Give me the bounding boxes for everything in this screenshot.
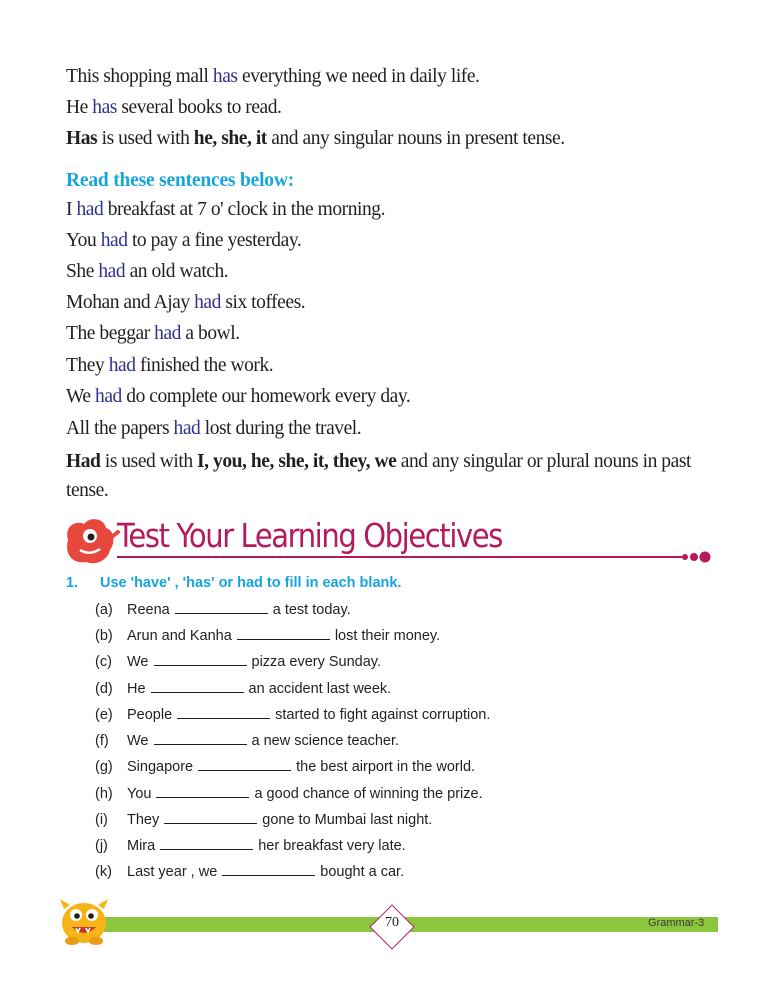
exercise-item	[95, 758, 475, 775]
exercise-title	[66, 575, 401, 591]
item-text: We	[127, 654, 149, 670]
sentence-text: She	[66, 261, 99, 282]
sentence-text: I	[66, 199, 77, 220]
fill-blank[interactable]	[177, 706, 270, 719]
example-sentence	[66, 261, 228, 283]
exercise-item	[95, 837, 406, 854]
sentence-text: breakfast at 7 o' clock in the morning.	[103, 199, 385, 220]
fill-blank[interactable]	[151, 680, 244, 693]
keyword-had: had	[173, 418, 201, 439]
banner-underline	[117, 556, 682, 558]
sentence-text: an old watch.	[125, 261, 229, 282]
sentence-text: to pay a fine yesterday.	[127, 230, 302, 251]
rule-text: and any singular or plural nouns in past tense.	[66, 451, 691, 501]
item-label: (i)	[95, 812, 108, 828]
item-text: a new science teacher.	[251, 733, 400, 749]
exercise-item	[95, 863, 404, 880]
item-label: (g)	[95, 759, 113, 775]
page-number: 70	[385, 915, 399, 930]
fill-blank[interactable]	[222, 863, 315, 876]
keyword-has: has	[212, 66, 238, 87]
item-text: lost their money.	[334, 628, 441, 644]
item-text: They	[127, 812, 160, 828]
item-label: (d)	[95, 681, 113, 697]
item-text: Singapore	[127, 759, 194, 775]
keyword-has: has	[92, 97, 117, 118]
item-text: Reena	[127, 602, 170, 618]
item-text: pizza every Sunday.	[251, 654, 381, 670]
exercise-item	[95, 627, 440, 644]
example-sentence	[66, 292, 305, 314]
item-text: People	[127, 707, 173, 723]
fill-blank[interactable]	[198, 758, 291, 771]
exercise-item	[95, 732, 399, 749]
sentence-text: All the papers	[66, 418, 174, 439]
sentence-text: lost during the travel.	[200, 418, 362, 439]
keyword-had: had	[194, 292, 221, 313]
exercise-instruction: Use 'have' , 'has' or had to fill in each blank.	[100, 575, 402, 591]
item-label: (c)	[95, 654, 112, 670]
item-text: a test today.	[272, 602, 351, 618]
fill-blank[interactable]	[175, 601, 268, 614]
example-sentence	[66, 323, 240, 345]
sentence-text: This shopping mall	[66, 66, 213, 87]
item-text: started to fight against corruption.	[275, 707, 491, 723]
item-text: Last year , we	[127, 864, 218, 880]
item-text: gone to Mumbai last night.	[262, 812, 433, 828]
fill-blank[interactable]	[156, 785, 249, 798]
example-sentence	[66, 199, 385, 221]
exercise-item	[95, 680, 391, 697]
fill-blank[interactable]	[154, 732, 247, 745]
sentence-text: Mohan and Ajay	[66, 292, 195, 313]
item-text: Arun and Kanha	[127, 628, 232, 644]
had-usage-rule	[66, 447, 726, 505]
exercise-item	[95, 653, 381, 670]
example-sentence	[66, 418, 361, 440]
item-text: We	[127, 733, 149, 749]
fill-blank[interactable]	[160, 837, 253, 850]
item-label: (k)	[95, 864, 112, 880]
rule-text: is used with	[97, 128, 194, 149]
example-sentence	[66, 97, 281, 119]
has-usage-rule	[66, 128, 565, 150]
item-text: her breakfast very late.	[258, 838, 406, 854]
keyword-had: had	[100, 230, 128, 251]
keyword-had: had	[95, 386, 122, 407]
section-heading: Read these sentences below:	[66, 170, 295, 191]
item-label: (f)	[95, 733, 109, 749]
keyword-had: had	[98, 261, 126, 282]
item-text: Mira	[127, 838, 156, 854]
exercise-item	[95, 811, 432, 828]
item-label: (a)	[95, 602, 113, 618]
yellow-monster-mascot-icon	[60, 899, 108, 945]
sentence-text: They	[66, 355, 109, 376]
rule-pronouns: I, you, he, she, it, they, we	[197, 451, 397, 472]
banner-title: Test Your Learning Objectives	[117, 516, 502, 555]
exercise-item	[95, 601, 351, 618]
rule-keyword: Had	[66, 451, 101, 472]
rule-keyword: Has	[66, 128, 98, 149]
example-sentence	[66, 355, 273, 377]
example-sentence	[66, 230, 301, 252]
item-text: He	[127, 681, 146, 697]
keyword-had: had	[154, 323, 181, 344]
item-text: an accident last week.	[248, 681, 392, 697]
item-text: a good chance of winning the prize.	[254, 786, 483, 802]
keyword-had: had	[76, 199, 104, 220]
decorative-dots-icon	[682, 552, 711, 563]
item-label: (h)	[95, 786, 113, 802]
fill-blank[interactable]	[154, 653, 247, 666]
sentence-text: do complete our homework every day.	[121, 386, 411, 407]
fill-blank[interactable]	[237, 627, 330, 640]
exercise-item	[95, 706, 490, 723]
example-sentence	[66, 66, 479, 88]
keyword-had: had	[108, 355, 136, 376]
rule-pronouns: he, she, it	[193, 128, 267, 149]
item-label: (e)	[95, 707, 113, 723]
sentence-text: finished the work.	[135, 355, 274, 376]
sentence-text: He	[66, 97, 93, 118]
sentence-text: several books to read.	[116, 97, 282, 118]
item-label: (j)	[95, 838, 108, 854]
sentence-text: We	[66, 386, 96, 407]
rule-text: is used with	[100, 451, 198, 472]
exercise-number: 1.	[66, 575, 79, 591]
item-label: (b)	[95, 628, 113, 644]
item-text: You	[127, 786, 152, 802]
sentence-text: everything we need in daily life.	[237, 66, 480, 87]
item-text: bought a car.	[320, 864, 405, 880]
monster-mascot-icon	[67, 519, 118, 563]
fill-blank[interactable]	[164, 811, 257, 824]
sentence-text: The beggar	[66, 323, 155, 344]
item-text: the best airport in the world.	[296, 759, 476, 775]
rule-text: and any singular nouns in present tense.	[266, 128, 565, 149]
sentence-text: You	[66, 230, 101, 251]
sentence-text: a bowl.	[180, 323, 240, 344]
example-sentence	[66, 386, 410, 408]
book-title: Grammar-3	[648, 917, 705, 929]
exercise-item	[95, 785, 483, 802]
sentence-text: six toffees.	[220, 292, 306, 313]
